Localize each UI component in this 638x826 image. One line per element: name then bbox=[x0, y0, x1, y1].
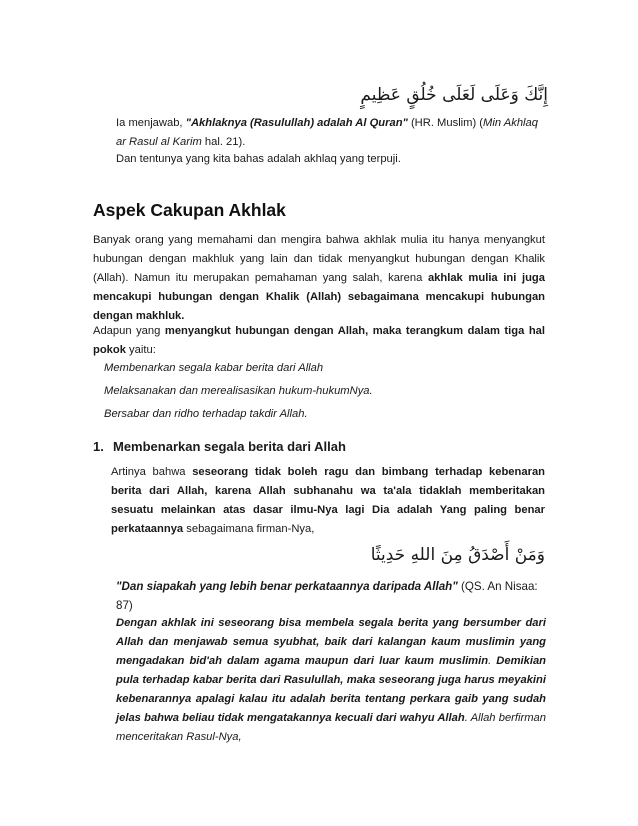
paragraph-1-bold: akhlak mulia ini juga mencakupi hubungan dengan Khalik (Allah) sebagaimana mencakupi hubungan dengan makhluk. bbox=[93, 272, 545, 322]
paragraph-4-tail: . Allah berfirman menceritakan Rasul-Nya, bbox=[116, 712, 546, 743]
paragraph-2 bbox=[93, 322, 545, 360]
paragraph-3-bold: seseorang tidak boleh ragu dan bimbang terhadap kebenaran berita dari Allah, karena Allah subhanahu wa ta'ala tidaklah memberitakan sesuatu melainkan atas dasar ilmu-Nya lagi Dia adalah Yang paling benar perkataannya bbox=[111, 466, 545, 535]
paragraph-4-sep: . bbox=[488, 655, 497, 667]
paragraph-1 bbox=[93, 231, 545, 326]
subsection-heading bbox=[93, 439, 346, 454]
point-1-text: Membenarkan segala kabar berita dari Allah bbox=[104, 362, 324, 374]
paragraph-2-tail: yaitu: bbox=[125, 344, 156, 356]
quote-emphasis: "Akhlaknya (Rasulullah) adalah Al Quran" bbox=[185, 117, 408, 129]
arabic-verse-1: إِنَّكَ وَعَلَى لَعَلَى خُلُقٍ عَظِيمٍ bbox=[360, 85, 548, 105]
quote-mid: (HR. Muslim) ( bbox=[407, 117, 484, 129]
quote-page: hal. 21). bbox=[201, 136, 246, 148]
paragraph-4-bold-2: Demikian pula terhadap kabar berita dari Rasulullah, maka seseorang juga harus meyakini kebenarannya apalagi kalau itu adalah berita tentang perkara gaib yang sudah jelas bahwa beliau tidak mengatakannya kecuali dari wahyu Allah bbox=[116, 655, 547, 724]
point-2-text: Melaksanakan dan merealisasikan hukum-hukumNya. bbox=[104, 385, 373, 397]
subsection-number: 1. bbox=[93, 439, 104, 454]
paragraph-3-text: Artinya bahwa bbox=[111, 466, 193, 478]
quote-line-2: Dan tentunya yang kita bahas adalah akhlaq yang terpuji. bbox=[116, 153, 401, 165]
paragraph-2-bold: menyangkut hubungan dengan Allah, maka terangkum dalam tiga hal pokok bbox=[93, 325, 545, 356]
point-3 bbox=[104, 405, 308, 424]
quote-intro: Ia menjawab, bbox=[116, 117, 186, 129]
paragraph-1-text: Banyak orang yang memahami dan mengira bahwa akhlak mulia itu hanya menyangkut hubungan dengan makhluk yang lain dan tidak menyangkut hubungan dengan Khalik (Allah). Namun itu merupakan pemahaman yang salah, karena bbox=[93, 234, 545, 284]
section-heading: Aspek Cakupan Akhlak bbox=[93, 200, 286, 220]
point-1 bbox=[104, 359, 323, 378]
quote-source: Min Akhlaq ar Rasul al Karim bbox=[116, 117, 538, 148]
verse-reference: (QS. An Nisaa: 87) bbox=[116, 580, 538, 612]
verse-translation bbox=[116, 577, 546, 615]
verse-emphasis: "Dan siapakah yang lebih benar perkataannya daripada Allah" bbox=[116, 580, 458, 593]
quote-paragraph bbox=[116, 114, 546, 152]
paragraph-4-bold-1: Dengan akhlak ini seseorang bisa membela segala berita yang bersumber dari Allah dan menjawab semua syubhat, baik dari kalangan kaum muslimin yang mengadakan bid'ah dalam agama maupun dari luar kaum muslimin bbox=[116, 617, 546, 667]
paragraph-3 bbox=[111, 463, 545, 539]
paragraph-2-text: Adapun yang bbox=[93, 325, 165, 337]
arabic-verse-2: وَمَنْ أَصْدَقُ مِنَ اللهِ حَدِيثًا bbox=[370, 545, 545, 565]
paragraph-3-tail: sebagaimana firman-Nya, bbox=[183, 523, 315, 535]
paragraph-4 bbox=[116, 614, 546, 747]
point-3-text: Bersabar dan ridho terhadap takdir Allah. bbox=[104, 408, 308, 420]
subsection-title: Membenarkan segala berita dari Allah bbox=[113, 439, 346, 454]
point-2 bbox=[104, 382, 373, 401]
